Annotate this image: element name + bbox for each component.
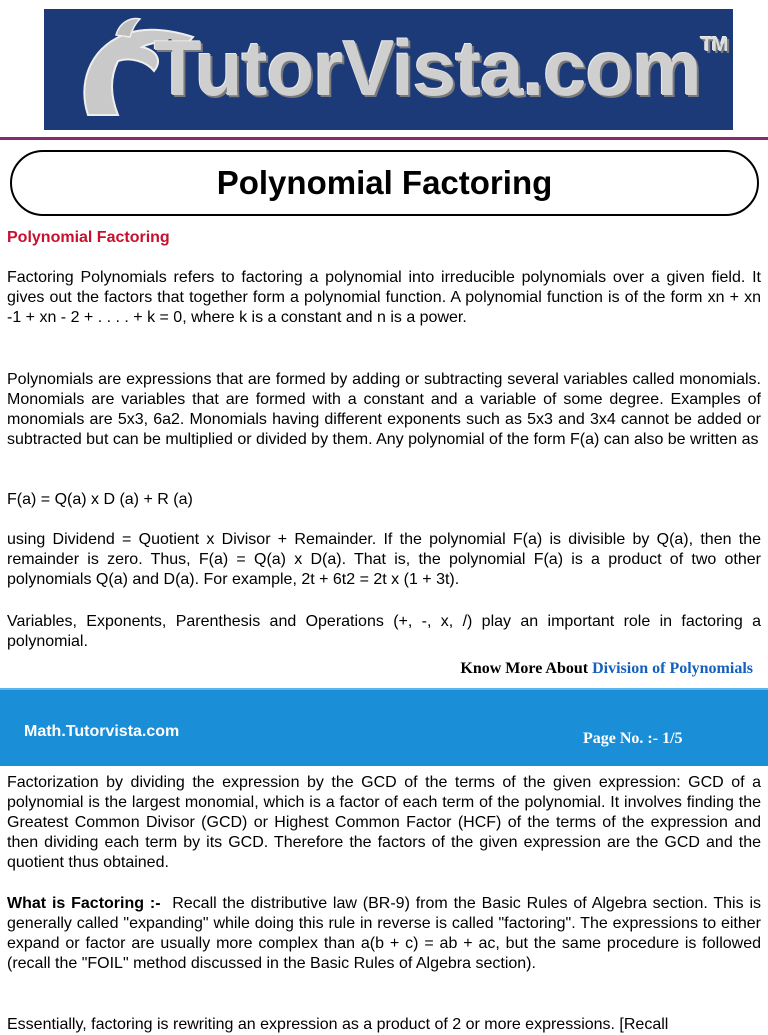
paragraph-5: Factorization by dividing the expression by the GCD of the terms of the given expression: GCD of a polynomial is the largest monomial, which is a factor of each term of the polynomial. It involves finding the Greatest Common Divisor (GCD) or Highest Common Factor (HCF) of the terms of the expression and then dividing each term by its GCD. Therefore the factors of the given expression are the GCD and the quotient thus obtained. <box>7 774 761 871</box>
what-is-factoring-text: Recall the distributive law (BR-9) from the Basic Rules of Algebra section. This is generally called "expanding" while doing this rule in reverse is called "factoring". The expressions to either expand or factor are usually more complex than a(b + c) = ab + ac, but the same procedure is followed (recall the "FOIL" method discussed in the Basic Rules of Algebra section). <box>7 895 761 972</box>
paragraph-2: Polynomials are expressions that are formed by adding or subtracting several variables called monomials. Monomials are variables that are formed with a constant and a variable of some degree. Examples of monomials are 5x3, 6a2. Monomials having different exponents such as 5x3 and 3x4 cannot be added or subtracted but can be multiplied or divided by them. Any polynomial of the form F(a) can also be written as <box>7 371 761 448</box>
page-title: Polynomial Factoring <box>216 164 553 201</box>
paragraph-7: Essentially, factoring is rewriting an expression as a product of 2 or more expressions. [Recall <box>7 1016 669 1033</box>
division-of-polynomials-link[interactable]: Division of Polynomials <box>592 660 753 677</box>
section-heading: Polynomial Factoring <box>7 229 170 246</box>
formula-line: F(a) = Q(a) x D (a) + R (a) <box>7 491 193 508</box>
header-divider <box>0 137 768 140</box>
know-more-prefix: Know More About <box>460 660 593 677</box>
page-title-box <box>10 150 759 216</box>
page-footer-banner <box>0 688 768 766</box>
paragraph-3: using Dividend = Quotient x Divisor + Remainder. If the polynomial F(a) is divisible by Q(a), then the remainder is zero. Thus, F(a) = Q(a) x D(a). That is, the polynomial F(a) is a product of two other polynomials Q(a) and D(a). For example, 2t + 6t2 = 2t x (1 + 3t). <box>7 531 761 588</box>
paragraph-1: Factoring Polynomials refers to factoring a polynomial into irreducible polynomials over a given field. It gives out the factors that together form a polynomial function. A polynomial function is of the form xn + xn -1 + xn - 2 + . . . . + k = 0, where k is a constant and n is a power. <box>7 269 761 326</box>
site-name[interactable]: Math.Tutorvista.com <box>24 723 180 740</box>
paragraph-4: Variables, Exponents, Parenthesis and Operations (+, -, x, /) play an important role in factoring a polynomial. <box>7 613 761 650</box>
logo-banner <box>44 9 733 130</box>
what-is-factoring-heading: What is Factoring :- <box>7 895 161 912</box>
page-number: Page No. :- 1/5 <box>583 730 683 747</box>
know-more-line <box>460 660 753 678</box>
paragraph-6 <box>7 894 761 974</box>
logo-text: TutorVista.com™ <box>154 24 728 112</box>
trademark-mark: TM <box>700 34 728 56</box>
